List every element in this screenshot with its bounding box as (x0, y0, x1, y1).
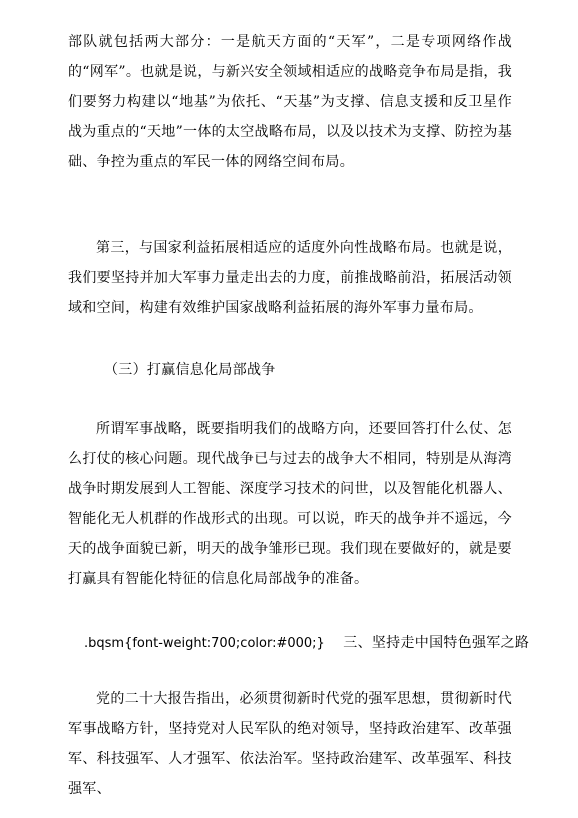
paragraph-outward-layout: 第三，与国家利益拓展相适应的适度外向性战略布局。也就是说，我们要坚持并加大军事力量走出去的力度，前推战略前沿，拓展活动领域和空间，构建有效维护国家战略利益拓展的海外军事力量布局。 (68, 240, 512, 316)
subheading-win-local-war: （三）打赢信息化局部战争 (104, 362, 276, 378)
css-code-artifact: .bqsm{font-weight:700;color:#000;} (84, 636, 325, 651)
section-heading-line (84, 628, 530, 659)
section-title: 三、坚持走中国特色强军之路 (343, 635, 530, 651)
paragraph-strong-military: 党的二十大报告指出，必须贯彻新时代党的强军思想，贯彻新时代军事战略方针，坚持党对人民军队的绝对领导，坚持政治建军、改革强军、科技强军、人才强军、依法治军。坚持政治建军、改革强军、科技强军、 (68, 691, 512, 797)
paragraph-strategic-layout: 部队就包括两大部分：一是航天方面的“天军”，二是专项网络作战的“网军”。也就是说，与新兴安全领域相适应的战略竞争布局是指，我们要努力构建以“地基”为依托、“天基”为支撑、信息支援和反卫星作战为重点的“天地”一体的太空战略布局，以及以技术为支撑、防控为基础、争控为重点的军民一体的网络空间布局。 (68, 34, 512, 170)
paragraph-military-strategy: 所谓军事战略，既要指明我们的战略方向，还要回答打什么仗、怎么打仗的核心问题。现代战争已与过去的战争大不相同，特别是从海湾战争时期发展到人工智能、深度学习技术的问世，以及智能化机器人、智能化无人机群的作战形式的出现。可以说，昨天的战争并不遥远，今天的战争面貌已新，明天的战争雏形已现。我们现在要做好的，就是要打赢具有智能化特征的信息化局部战争的准备。 (68, 421, 512, 587)
